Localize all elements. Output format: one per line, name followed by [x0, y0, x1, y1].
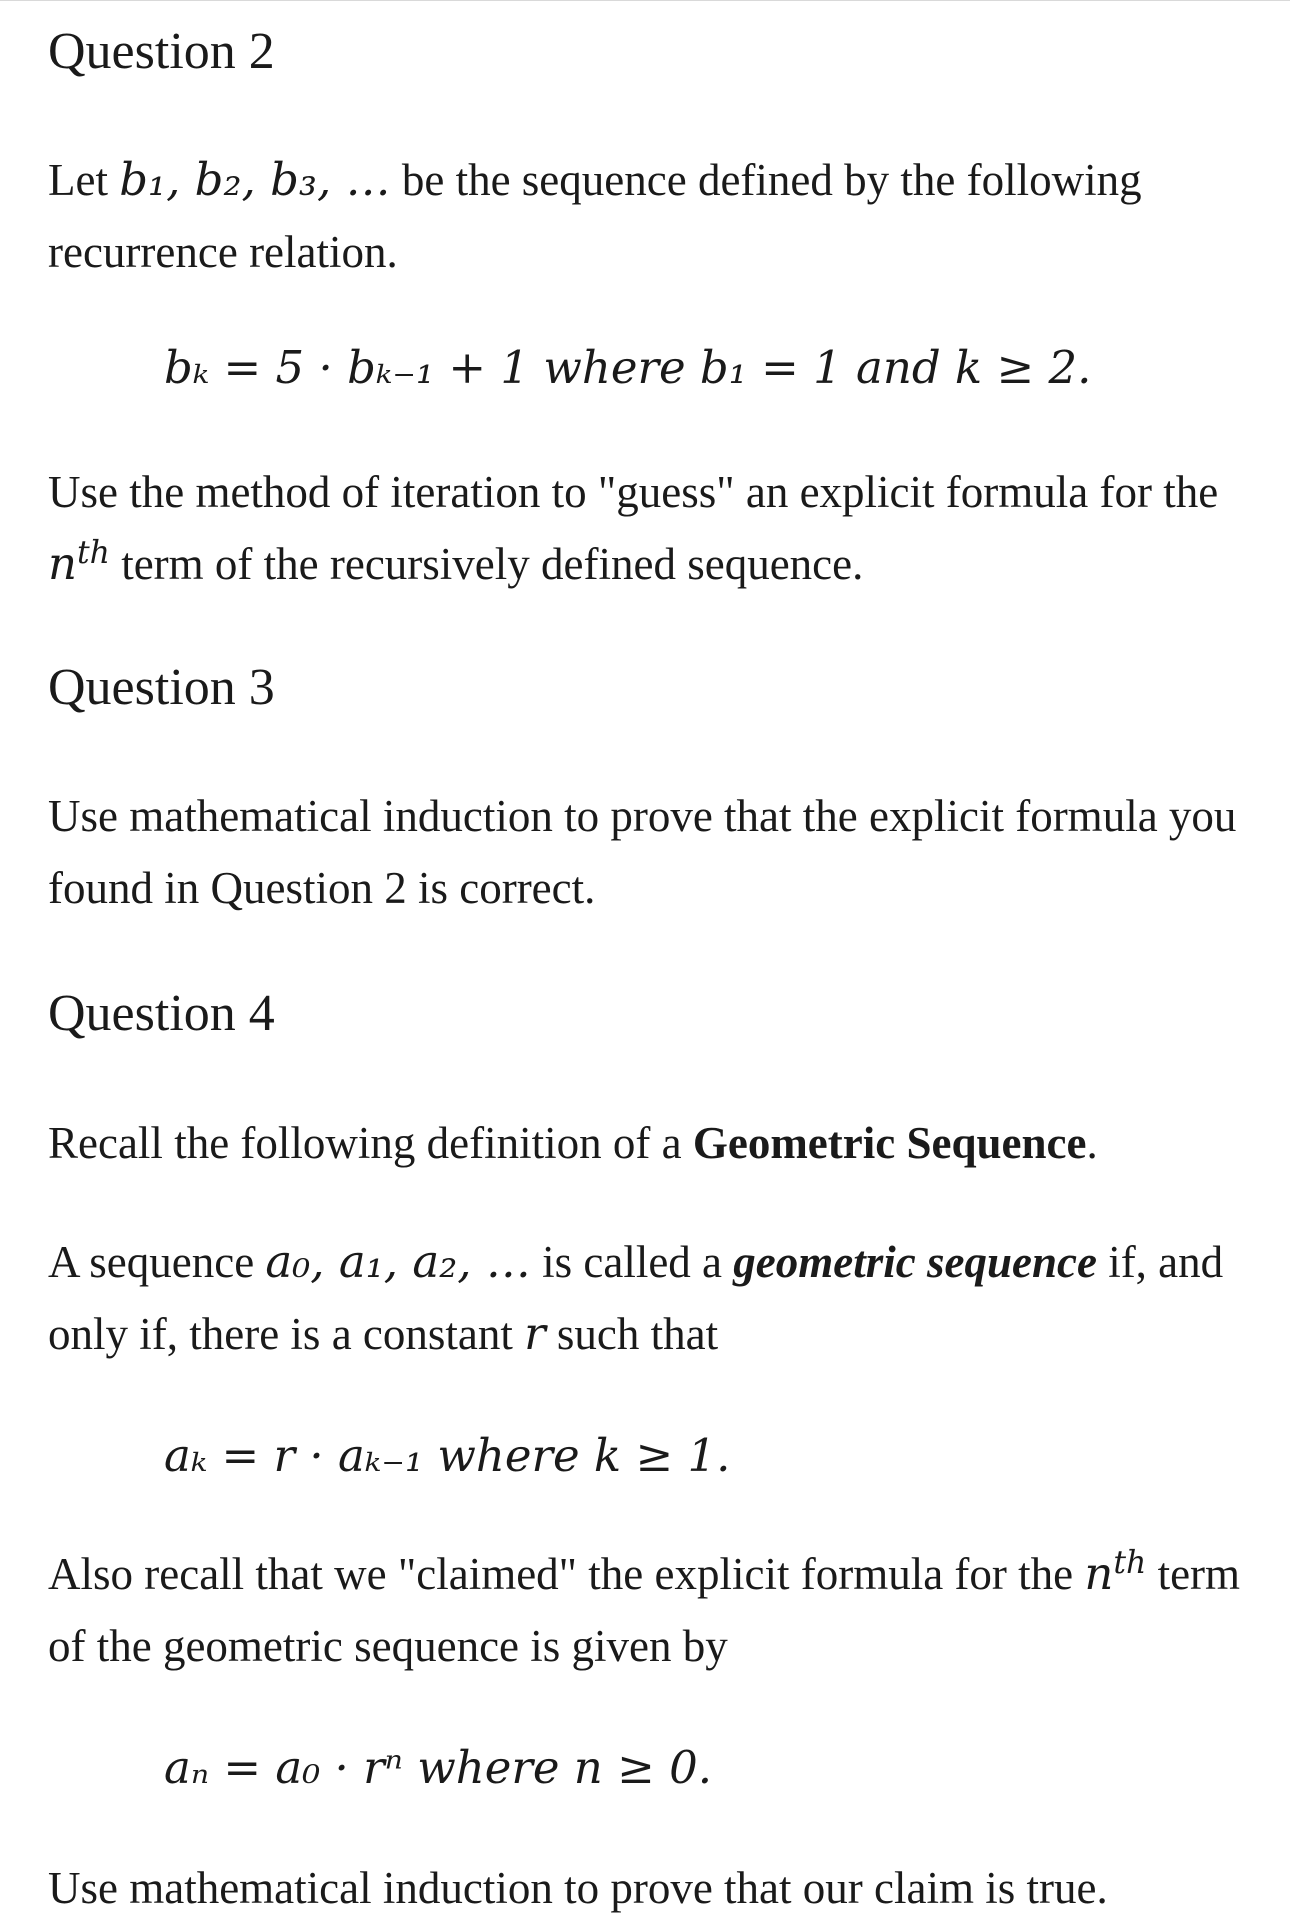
- question-3-heading: Question 3: [48, 659, 275, 716]
- q4-def-mid: is called a: [542, 1237, 723, 1287]
- q2-recurrence-equation: [164, 338, 1091, 398]
- question-3-text: Use mathematical induction to prove that the explicit formula you found in Question 2 is correct.: [48, 791, 1237, 913]
- q4-def-prefix: A sequence: [48, 1237, 255, 1287]
- q4-def-end: such that: [556, 1309, 719, 1359]
- q4-recall-suffix: .: [1086, 1118, 1098, 1168]
- top-divider: [0, 0, 1290, 1]
- q2-sequence-expression: b₁, b₂, b₃, …: [119, 153, 391, 206]
- q4-def-term: geometric sequence: [733, 1237, 1097, 1287]
- question-2-intro: [48, 144, 1248, 288]
- q4-claim-part1: Also recall that we "claimed" the explicit formula for the: [48, 1549, 1074, 1599]
- question-4-final: Use mathematical induction to prove that our claim is true.: [48, 1863, 1108, 1913]
- q4-th-superscript: th: [1113, 1545, 1147, 1581]
- q4-def-equation-text: aₖ = r · aₖ₋₁ where k ≥ 1.: [164, 1429, 731, 1482]
- q4-n-symbol: n: [1084, 1547, 1114, 1600]
- question-4-claim: [48, 1538, 1248, 1682]
- q4-claim-equation: [164, 1738, 712, 1798]
- question-4-definition: [48, 1226, 1248, 1370]
- q4-claim-equation-text: aₙ = a₀ · rⁿ where n ≥ 0.: [164, 1741, 713, 1794]
- question-4-heading: Question 4: [48, 985, 275, 1042]
- question-2-heading: Question 2: [48, 23, 275, 80]
- q2-intro-suffix: be the sequence defined by the following recurrence relation.: [48, 155, 1142, 277]
- q4-definition-equation: [164, 1426, 730, 1486]
- q2-instruction-part2: term of the recursively defined sequence.: [121, 539, 864, 589]
- q2-equation-text: bₖ = 5 · bₖ₋₁ + 1 where b₁ = 1 and k ≥ 2.: [164, 341, 1092, 394]
- q4-claim-part2: term of the geometric sequence is given by: [48, 1549, 1241, 1671]
- q4-def-sequence: a₀, a₁, a₂, …: [265, 1235, 531, 1288]
- q4-geometric-sequence-term: Geometric Sequence: [692, 1118, 1087, 1168]
- q2-th-superscript: th: [76, 535, 110, 571]
- q2-intro-prefix: Let: [48, 155, 108, 205]
- q2-instruction-part1: Use the method of iteration to "guess" an explicit formula for the: [48, 467, 1219, 517]
- question-4-recall: [48, 1107, 1248, 1179]
- q4-def-suffix: if, and only if, there is a constant: [48, 1237, 1224, 1359]
- q4-def-r: r: [524, 1307, 546, 1360]
- q4-recall-prefix: Recall the following definition of a: [48, 1118, 682, 1168]
- question-2-instruction: [48, 456, 1248, 600]
- q2-n-symbol: n: [48, 537, 77, 590]
